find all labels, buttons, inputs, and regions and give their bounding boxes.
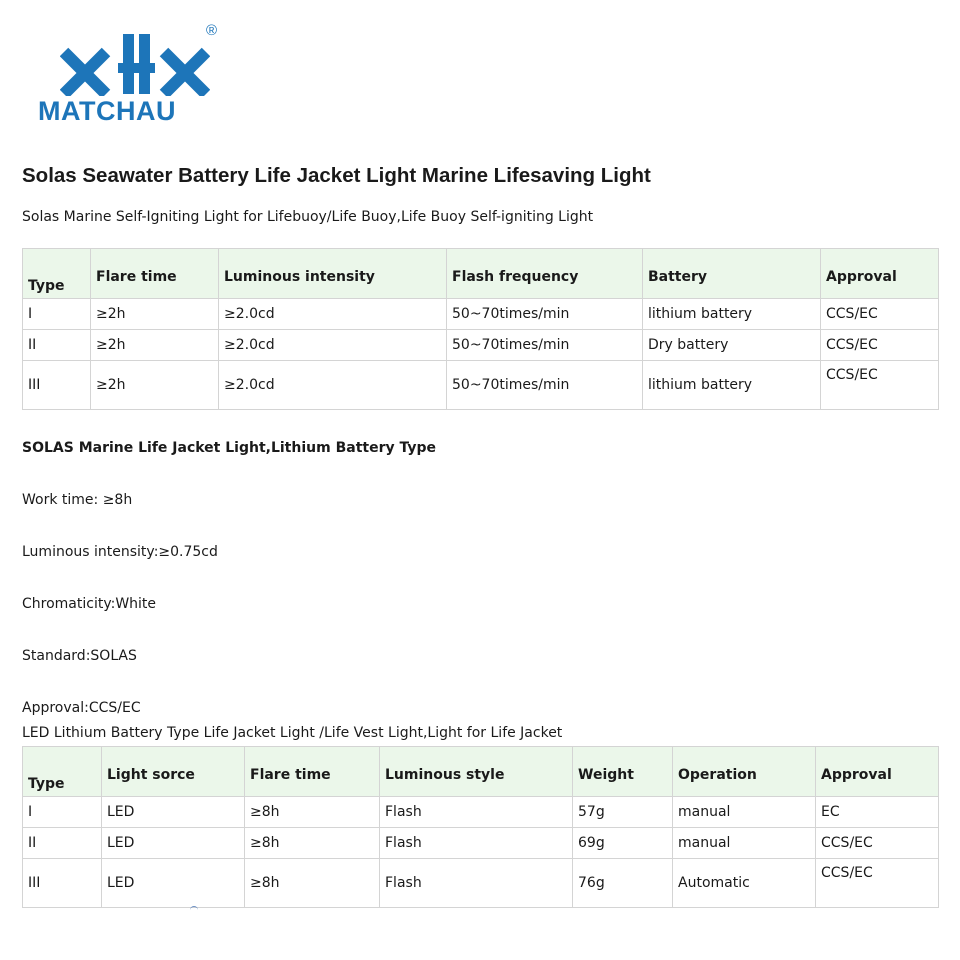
table-row (23, 797, 939, 828)
table-cell: II (23, 330, 91, 361)
table-cell: CCS/EC (821, 361, 939, 410)
self-igniting-light-spec-table (22, 248, 939, 410)
column-header: Operation (673, 747, 816, 797)
column-header: Approval (821, 249, 939, 299)
table-cell: ≥2h (91, 330, 219, 361)
table-header-row (23, 249, 939, 299)
page-title: Solas Seawater Battery Life Jacket Light Marine Lifesaving Light (22, 164, 651, 187)
page-subtitle: Solas Marine Self-Igniting Light for Lifebuoy/Life Buoy,Life Buoy Self-igniting Light (22, 209, 594, 225)
section-heading: SOLAS Marine Life Jacket Light,Lithium Battery Type (22, 440, 437, 456)
matchau-logo-mark-icon (60, 30, 210, 96)
brand-name: MATCHAU (38, 96, 176, 126)
table-cell: LED (102, 828, 245, 859)
table-cell: Automatic (673, 859, 816, 908)
table-cell: ≥2h (91, 299, 219, 330)
table-cell: III (23, 361, 91, 410)
table-cell: I (23, 299, 91, 330)
table-cell: manual (673, 797, 816, 828)
table-cell: EC (816, 797, 939, 828)
column-header: Approval (816, 747, 939, 797)
table-cell: LED (102, 797, 245, 828)
table-cell: manual (673, 828, 816, 859)
table-cell: ≥2.0cd (219, 361, 447, 410)
column-header: Weight (573, 747, 673, 797)
registered-mark: ® (206, 22, 218, 39)
table-cell: ≥2h (91, 361, 219, 410)
table-cell: ≥2.0cd (219, 330, 447, 361)
life-jacket-light-spec-table (22, 746, 939, 908)
column-header: Type (23, 249, 91, 299)
column-header: Luminous style (380, 747, 573, 797)
table-cell: Dry battery (643, 330, 821, 361)
brand-logo (38, 22, 238, 126)
table-cell: ≥8h (245, 859, 380, 908)
column-header: Luminous intensity (219, 249, 447, 299)
spec-approval: Approval:CCS/EC (22, 700, 141, 716)
table-header-row (23, 747, 939, 797)
table-cell: CCS/EC (821, 330, 939, 361)
table-cell: Flash (380, 859, 573, 908)
table-cell: lithium battery (643, 361, 821, 410)
table-cell: 50~70times/min (447, 361, 643, 410)
table-caption: LED Lithium Battery Type Life Jacket Light /Life Vest Light,Light for Life Jacket (22, 725, 563, 741)
spec-chromaticity: Chromaticity:White (22, 596, 157, 612)
column-header: Flare time (245, 747, 380, 797)
table-cell: 76g (573, 859, 673, 908)
column-header: Type (23, 747, 102, 797)
table-row (23, 859, 939, 908)
column-header: Light sorce (102, 747, 245, 797)
table-row (23, 361, 939, 410)
spec-luminous-intensity: Luminous intensity:≥0.75cd (22, 544, 218, 560)
resize-handle-icon (190, 906, 198, 911)
table-cell: CCS/EC (821, 299, 939, 330)
table-cell: 50~70times/min (447, 299, 643, 330)
table-cell: CCS/EC (816, 859, 939, 908)
table-cell: Flash (380, 828, 573, 859)
table-cell: lithium battery (643, 299, 821, 330)
table-cell: LED (102, 859, 245, 908)
table-row (23, 299, 939, 330)
table-cell: 57g (573, 797, 673, 828)
column-header: Flash frequency (447, 249, 643, 299)
table-cell: I (23, 797, 102, 828)
table-cell: ≥8h (245, 828, 380, 859)
table-cell: Flash (380, 797, 573, 828)
table-row (23, 828, 939, 859)
spec-work-time: Work time: ≥8h (22, 492, 133, 508)
table-cell: III (23, 859, 102, 908)
table-cell: ≥2.0cd (219, 299, 447, 330)
column-header: Battery (643, 249, 821, 299)
table-cell: ≥8h (245, 797, 380, 828)
table-cell: CCS/EC (816, 828, 939, 859)
table-cell: 69g (573, 828, 673, 859)
table-cell: 50~70times/min (447, 330, 643, 361)
column-header: Flare time (91, 249, 219, 299)
table-row (23, 330, 939, 361)
table-cell: II (23, 828, 102, 859)
spec-standard: Standard:SOLAS (22, 648, 137, 664)
